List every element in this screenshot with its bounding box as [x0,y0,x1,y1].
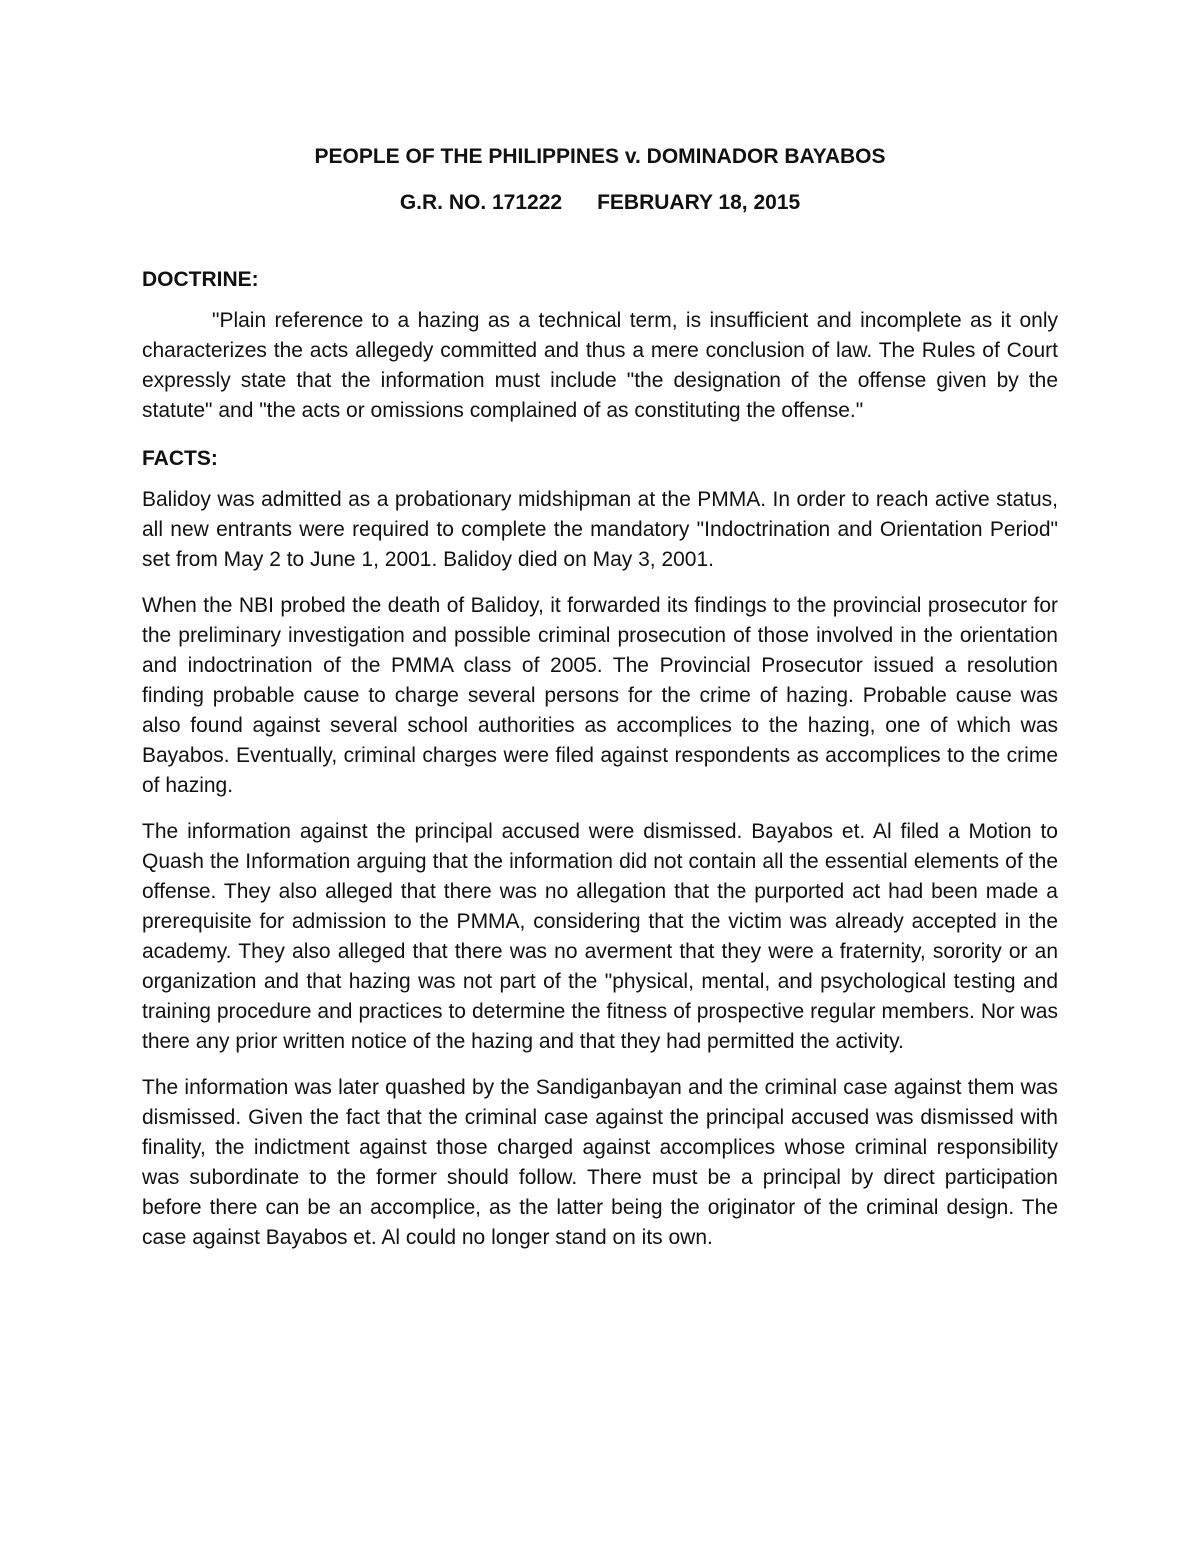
facts-paragraph-2: When the NBI probed the death of Balidoy, it forwarded its findings to the provincial prosecutor for the preliminary investigation and possible criminal prosecution of those involved in the orientation and indoctrination of the PMMA class of 2005. The Provincial Prosecutor issued a resolution finding probable cause to charge several persons for the crime of hazing. Probable cause was also found against several school authorities as accomplices to the hazing, one of which was Bayabos. Eventually, criminal charges were filed against respondents as accomplices to the crime of hazing. [142,594,1058,797]
doctrine-text: "Plain reference to a hazing as a technical term, is insufficient and incomplete as it only characterizes the acts allegedy committed and thus a mere conclusion of law. The Rules of Court expressly state that the information must include "the designation of the offense given by the statute" and "the acts or omissions complained of as constituting the offense." [142,309,1058,422]
document-page [142,143,1058,1269]
case-title: PEOPLE OF THE PHILIPPINES v. DOMINADOR BAYABOS [314,145,886,168]
case-number-and-date: G.R. NO. 171222 FEBRUARY 18, 2015 [399,191,801,214]
facts-paragraph-3: The information against the principal accused were dismissed. Bayabos et. Al filed a Motion to Quash the Information arguing that the information did not contain all the essential elements of the offense. They also alleged that there was no allegation that the purported act had been made a prerequisite for admission to the PMMA, considering that the victim was already accepted in the academy. They also alleged that there was no averment that they were a fraternity, sorority or an organization and that hazing was not part of the "physical, mental, and psychological testing and training procedure and practices to determine the fitness of prospective regular members. Nor was there any prior written notice of the hazing and that they had permitted the activity. [142,820,1058,1053]
doctrine-heading: DOCTRINE: [142,268,259,291]
facts-heading: FACTS: [142,447,218,470]
facts-paragraph-4: The information was later quashed by the Sandiganbayan and the criminal case against them was dismissed. Given the fact that the criminal case against the principal accused was dismissed with finality, the indictment against those charged against accomplices whose criminal responsibility was subordinate to the former should follow. There must be a principal by direct participation before there can be an accomplice, as the latter being the originator of the criminal design. The case against Bayabos et. Al could no longer stand on its own. [142,1076,1058,1249]
facts-paragraph-1: Balidoy was admitted as a probationary midshipman at the PMMA. In order to reach active status, all new entrants were required to complete the mandatory "Indoctrination and Orientation Period" set from May 2 to June 1, 2001. Balidoy died on May 3, 2001. [142,488,1058,571]
